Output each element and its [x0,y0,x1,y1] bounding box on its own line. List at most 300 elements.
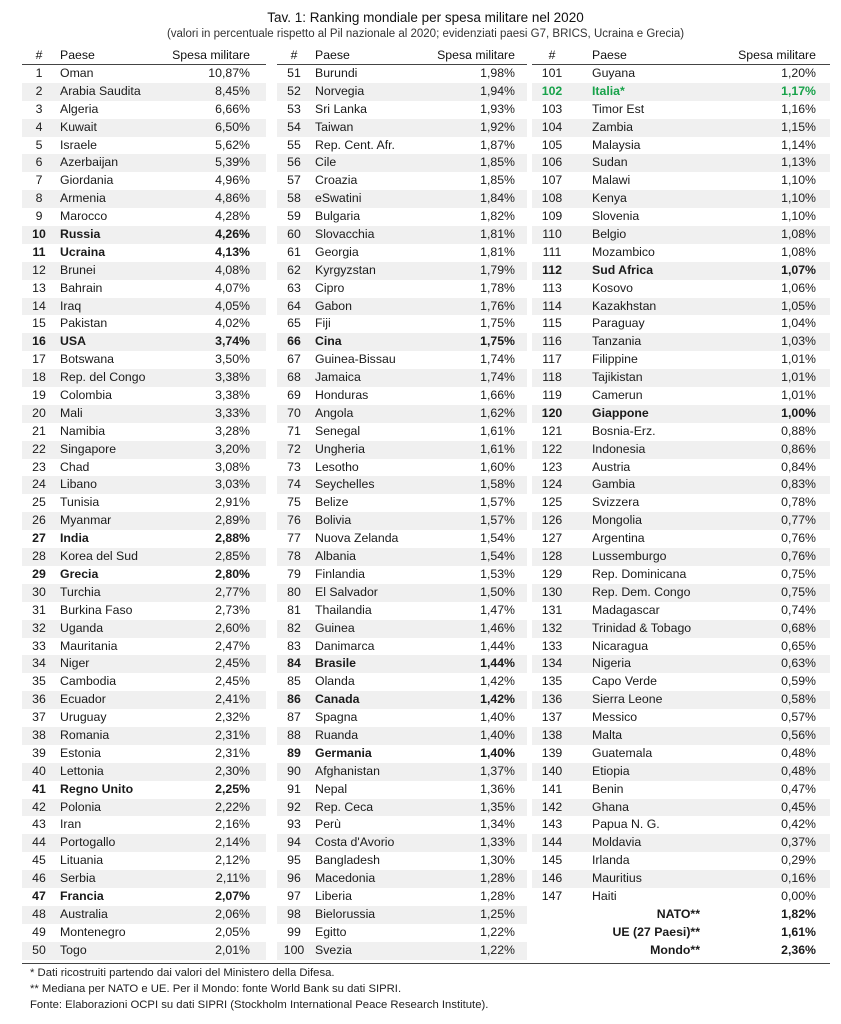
value-cell: 1,10% [781,191,816,206]
table-row [532,852,830,870]
table-row [532,602,830,620]
rank-cell: 132 [541,620,563,635]
value-cell: 2,07% [215,888,250,903]
rank-cell: 145 [541,853,563,868]
country-cell: Sierra Leone [592,692,663,707]
rank-cell: 104 [541,119,563,134]
country-cell: Canada [315,692,360,707]
table-row [22,870,266,888]
table-row [277,494,527,512]
country-cell: Uganda [60,620,104,635]
rank-cell: 9 [35,209,43,224]
table-row [277,280,527,298]
country-cell: Iran [60,817,82,832]
country-cell: Messico [592,710,638,725]
rank-cell: 38 [32,727,46,742]
country-cell: Norvegia [315,83,365,98]
table-row [22,208,266,226]
value-cell: 1,42% [480,674,515,689]
table-row [22,172,266,190]
value-cell: 1,50% [480,584,515,599]
rank-cell: 88 [287,727,301,742]
table-row [277,584,527,602]
country-cell: Singapore [60,441,117,456]
value-cell: 6,66% [215,101,250,116]
value-cell: 1,22% [480,942,515,957]
country-cell: Botswana [60,352,115,367]
rank-cell: 30 [32,584,46,599]
country-cell: Svizzera [592,495,640,510]
table-row [22,244,266,262]
value-cell: 2,30% [215,763,250,778]
value-cell: 1,44% [480,656,515,671]
country-cell: Olanda [315,674,355,689]
value-cell: 1,03% [781,334,816,349]
country-cell: Rep. Dem. Congo [592,584,691,599]
country-cell: Malaysia [592,137,641,152]
table-row [22,226,266,244]
country-cell: El Salvador [315,584,378,599]
rank-cell: 107 [541,173,563,188]
value-cell: 0,74% [781,602,816,617]
rank-cell: 124 [541,477,563,492]
value-cell: 1,07% [781,262,816,277]
footnote-1: * Dati ricostruiti partendo dai valori del Ministero della Difesa. [30,967,335,979]
country-cell: Nuova Zelanda [315,531,399,546]
value-cell: 2,45% [215,674,250,689]
rank-cell: 131 [541,602,563,617]
table-row [532,870,830,888]
value-cell: 1,08% [781,244,816,259]
table-row [277,65,527,83]
country-cell: Guinea [315,620,355,635]
table-row [277,154,527,172]
value-cell: 2,41% [215,692,250,707]
value-cell: 0,48% [781,763,816,778]
value-cell: 2,47% [215,638,250,653]
value-cell: 0,29% [781,853,816,868]
value-cell: 2,22% [215,799,250,814]
table-row [22,154,266,172]
value-cell: 1,06% [781,280,816,295]
rank-cell: 103 [541,101,563,116]
table-row [22,530,266,548]
rank-cell: 25 [32,495,46,510]
value-cell: 1,35% [480,799,515,814]
table-row [22,280,266,298]
table-row [532,781,830,799]
value-cell: 6,50% [215,119,250,134]
country-cell: Indonesia [592,441,646,456]
table-row [22,745,266,763]
country-cell: Ucraina [60,244,106,259]
value-cell: 1,62% [480,405,515,420]
country-cell: Danimarca [315,638,375,653]
country-cell: Turchia [60,584,101,599]
rank-cell: 59 [287,209,301,224]
country-cell: Armenia [60,191,106,206]
header-row [277,46,527,65]
table-row [277,333,527,351]
rank-cell: 58 [287,191,301,206]
rank-cell: 85 [287,674,301,689]
rank-cell: 12 [32,262,46,277]
value-cell: 1,93% [480,101,515,116]
country-cell: Polonia [60,799,102,814]
country-cell: Germania [315,745,372,760]
rank-cell: 40 [32,763,46,778]
table-row [532,799,830,817]
table-row [277,298,527,316]
country-cell: Croazia [315,173,358,188]
country-cell: Bielorussia [315,906,376,921]
table-row [532,673,830,691]
table-row [277,208,527,226]
rank-cell: 138 [541,727,563,742]
value-cell: 2,60% [215,620,250,635]
value-cell: 0,63% [781,656,816,671]
value-cell: 1,61% [480,423,515,438]
value-cell: 1,33% [480,835,515,850]
rank-cell: 39 [32,745,46,760]
table-subtitle: (valori in percentuale rispetto al Pil nazionale al 2020; evidenziati paesi G7, BRICS, Ucraina e Grecia) [166,28,685,40]
rank-cell: 67 [287,352,301,367]
rank-cell: 100 [283,942,305,957]
value-cell: 4,96% [215,173,250,188]
country-cell: Cina [315,334,342,349]
rank-cell: 43 [32,817,46,832]
table-row [277,709,527,727]
table-row [22,298,266,316]
rank-cell: 80 [287,584,301,599]
country-cell: Capo Verde [592,674,657,689]
table-row [532,441,830,459]
table-row [22,65,266,83]
value-cell: 0,48% [781,745,816,760]
table-row [277,655,527,673]
rank-cell: 42 [32,799,46,814]
country-cell: Georgia [315,244,359,259]
country-cell: Belgio [592,227,627,242]
value-cell: 3,03% [215,477,250,492]
rank-cell: 128 [541,549,563,564]
table-row [22,816,266,834]
rank-cell: 118 [542,370,562,385]
table-row [22,315,266,333]
country-cell: Tunisia [60,495,100,510]
rank-cell: 135 [541,674,563,689]
table-row [532,494,830,512]
country-cell: Costa d'Avorio [315,835,395,850]
table-row [22,691,266,709]
value-cell: 0,68% [781,620,816,635]
table-row [532,280,830,298]
rank-cell: 127 [541,531,563,546]
value-cell: 1,74% [480,370,515,385]
country-cell: Rep. Ceca [315,799,374,814]
value-cell: 1,42% [480,692,515,707]
rank-cell: 55 [287,137,301,152]
country-cell: Finlandia [315,566,365,581]
value-cell: 0,58% [781,692,816,707]
value-cell: 1,20% [781,66,816,80]
rank-cell: 111 [542,244,562,259]
rank-cell: 11 [32,244,46,259]
rank-cell: 137 [541,710,563,725]
value-cell: 1,82% [781,906,816,921]
country-cell: Spagna [315,710,358,725]
value-cell: 0,76% [781,549,816,564]
value-cell: 0,56% [781,727,816,742]
rank-cell: 98 [287,906,301,921]
value-cell: 0,77% [781,513,816,528]
country-cell: Guatemala [592,745,653,760]
rank-cell: 8 [35,191,43,206]
country-cell: Mauritius [592,871,642,886]
aggregate-row [532,942,830,960]
table-row [22,888,266,906]
value-cell: 1,54% [480,531,515,546]
header-row [22,46,266,65]
country-cell: Sri Lanka [315,101,367,116]
country-cell: Mali [60,405,83,420]
table-row [22,602,266,620]
value-cell: 1,44% [480,638,515,653]
country-cell: Romania [60,727,110,742]
country-cell: Pakistan [60,316,108,331]
value-cell: 5,39% [215,155,250,170]
table-row [22,799,266,817]
table-row [22,351,266,369]
rank-cell: 16 [32,334,46,349]
rank-cell: 23 [32,459,46,474]
table-row [277,620,527,638]
rank-cell: 91 [287,781,301,796]
value-cell: 1,75% [480,334,515,349]
value-cell: 1,13% [781,155,816,170]
rank-cell: 10 [32,227,46,242]
country-cell: Bolivia [315,513,352,528]
value-cell: 4,07% [215,280,250,295]
table-row [277,369,527,387]
country-cell: Algeria [60,101,99,116]
country-cell: Benin [592,781,624,796]
country-cell: eSwatini [315,191,362,206]
rank-cell: 109 [541,209,563,224]
header-country: Paese [60,48,95,62]
value-cell: 1,85% [480,155,515,170]
country-cell: Burkina Faso [60,602,133,617]
ranking-column-2 [277,46,527,960]
rank-cell: 92 [287,799,301,814]
rank-cell: 53 [287,101,301,116]
rank-cell: 101 [541,66,563,80]
rank-cell: 90 [287,763,301,778]
value-cell: 1,81% [480,227,515,242]
rank-cell: 136 [541,692,563,707]
country-cell: Brasile [315,656,357,671]
value-cell: 3,38% [215,370,250,385]
rank-cell: 54 [287,119,301,134]
rank-cell: 49 [32,924,46,939]
rank-cell: 120 [541,405,563,420]
table-row [277,441,527,459]
value-cell: 2,91% [215,495,250,510]
header-value: Spesa militare [437,48,515,62]
table-row [277,870,527,888]
value-cell: 1,37% [480,763,515,778]
rank-cell: 130 [541,584,563,599]
value-cell: 0,16% [781,871,816,886]
table-row [532,584,830,602]
country-cell: Guyana [592,66,636,80]
value-cell: 0,57% [781,710,816,725]
rank-cell: 4 [35,119,43,134]
country-cell: Kosovo [592,280,634,295]
table-row [277,638,527,656]
table-row [22,942,266,960]
rank-cell: 122 [541,441,563,456]
table-title: Tav. 1: Ranking mondiale per spesa militare nel 2020 [267,10,584,25]
value-cell: 1,05% [781,298,816,313]
table-row [22,405,266,423]
country-cell: Lesotho [315,459,359,474]
value-cell: 1,85% [480,173,515,188]
value-cell: 1,53% [480,566,515,581]
country-cell: Madagascar [592,602,660,617]
country-cell: Argentina [592,531,645,546]
value-cell: 2,85% [215,549,250,564]
rank-cell: 94 [287,835,301,850]
table-row [532,244,830,262]
country-cell: Mondo** [650,942,700,957]
rank-cell: 24 [32,477,46,492]
rank-cell: 18 [32,370,46,385]
value-cell: 2,01% [215,942,250,957]
country-cell: Oman [60,66,94,80]
value-cell: 0,59% [781,674,816,689]
country-cell: Guinea-Bissau [315,352,396,367]
country-cell: Honduras [315,388,369,403]
header-row [532,46,830,65]
rank-cell: 62 [287,262,301,277]
country-cell: Cile [315,155,337,170]
rank-cell: 139 [541,745,563,760]
value-cell: 2,88% [215,531,250,546]
value-cell: 1,40% [480,745,515,760]
footnotes [30,965,488,1013]
header-rank: # [548,48,556,62]
rank-cell: 22 [32,441,46,456]
country-cell: Portogallo [60,835,116,850]
table-row [532,888,830,906]
country-cell: Niger [60,656,90,671]
country-cell: Kenya [592,191,627,206]
table-row [277,566,527,584]
value-cell: 2,45% [215,656,250,671]
value-cell: 2,73% [215,602,250,617]
value-cell: 1,76% [480,298,515,313]
country-cell: Nigeria [592,656,631,671]
table-row [277,548,527,566]
country-cell: Mongolia [592,513,642,528]
value-cell: 1,22% [480,924,515,939]
country-cell: Mozambico [592,244,655,259]
country-cell: NATO** [656,906,700,921]
table-row [532,226,830,244]
country-cell: Mauritania [60,638,118,653]
country-cell: Ruanda [315,727,359,742]
value-cell: 3,28% [215,423,250,438]
table-row [22,459,266,477]
rank-cell: 61 [287,244,301,259]
country-cell: Kuwait [60,119,97,134]
country-cell: Myanmar [60,513,112,528]
table-row [22,512,266,530]
rank-cell: 133 [541,638,563,653]
value-cell: 1,81% [480,244,515,259]
rank-cell: 60 [287,227,301,242]
rank-cell: 73 [287,459,301,474]
value-cell: 1,00% [781,405,816,420]
country-cell: Bahrain [60,280,103,295]
country-cell: Seychelles [315,477,375,492]
table-row [532,190,830,208]
table-row [532,727,830,745]
table-row [532,351,830,369]
value-cell: 0,88% [781,423,816,438]
table-row [532,709,830,727]
country-cell: Italia* [592,83,625,98]
country-cell: Ecuador [60,692,106,707]
rank-cell: 116 [542,334,562,349]
table-row [277,727,527,745]
value-cell: 1,25% [480,906,515,921]
value-cell: 1,17% [781,83,816,98]
country-cell: Macedonia [315,871,376,886]
table-row [22,566,266,584]
table-row [22,137,266,155]
country-cell: Egitto [315,924,347,939]
rank-cell: 29 [32,566,46,581]
table-row [277,530,527,548]
value-cell: 0,86% [781,441,816,456]
value-cell: 1,01% [781,352,816,367]
rank-cell: 64 [287,298,301,313]
rank-cell: 141 [541,781,563,796]
country-cell: Rep. del Congo [60,370,146,385]
rank-cell: 66 [287,334,301,349]
table-row [277,691,527,709]
country-cell: Paraguay [592,316,645,331]
value-cell: 1,47% [480,602,515,617]
table-row [22,476,266,494]
table-row [277,942,527,960]
country-cell: Tanzania [592,334,642,349]
rank-cell: 75 [287,495,301,510]
country-cell: Bangladesh [315,853,380,868]
rank-cell: 74 [287,477,301,492]
table-row [22,494,266,512]
rank-cell: 44 [32,835,46,850]
value-cell: 1,58% [480,477,515,492]
table-row [22,852,266,870]
country-cell: Taiwan [315,119,354,134]
table-row [22,834,266,852]
value-cell: 1,16% [781,101,816,116]
value-cell: 2,32% [215,710,250,725]
value-cell: 2,12% [215,853,250,868]
